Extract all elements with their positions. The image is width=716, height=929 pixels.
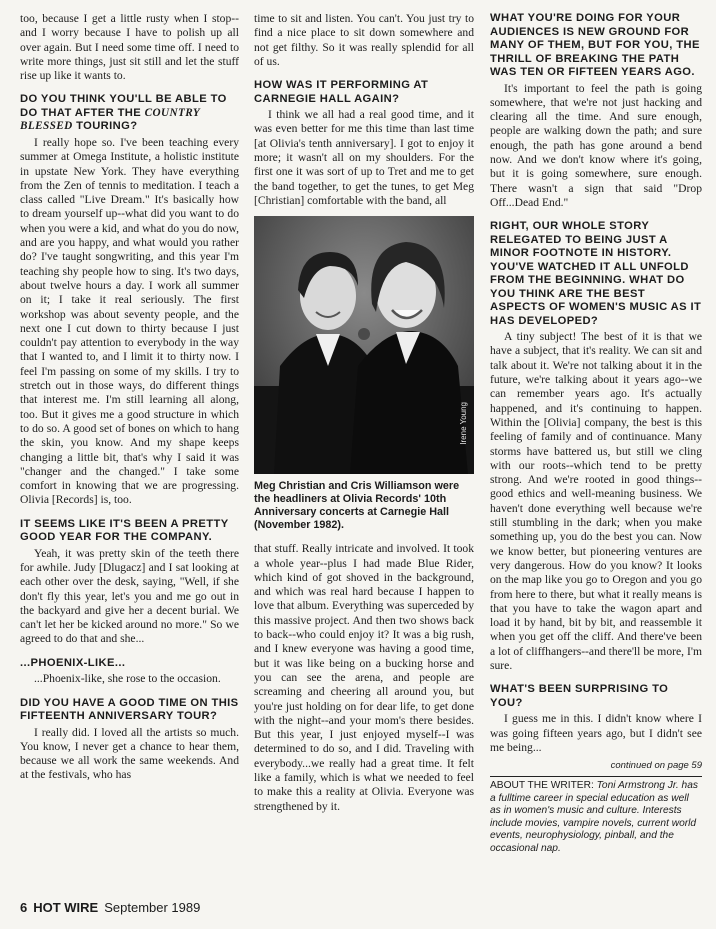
paragraph: I really did. I loved all the artists so much. You know, I never get a chance to hear them, because we all work the same weekends. And at the festivals, who has bbox=[20, 725, 239, 782]
paragraph: ...Phoenix-like, she rose to the occasion. bbox=[34, 672, 221, 686]
photo-illustration bbox=[254, 216, 474, 474]
interview-question: WHAT YOU'RE DOING FOR YOUR AUDIENCES IS NEW GROUND FOR MANY OF THEM, BUT FOR YOU, THE THRILL OF BREAKING THE PATH WAS TEN OR FIFTEEN YEARS AGO. bbox=[490, 12, 700, 78]
magazine-name: HOT WIRE bbox=[33, 900, 99, 915]
column-3 bbox=[490, 12, 702, 889]
page-footer bbox=[20, 900, 206, 915]
paragraph: It's important to feel the path is going somewhere, that we're not just hacking and clearing all the time. And sure enough, people are walking down the path; and sure enough, the path has gone around a bend now. And we don't know where it's going, but it is going somewhere, sure enough. There wasn't a sign that said "Drop Off...Dead End." bbox=[490, 81, 702, 209]
about-the-writer bbox=[490, 776, 702, 855]
interview-question: WHAT'S BEEN SURPRISING TO YOU? bbox=[490, 683, 669, 709]
photo-meg-christian-cris-williamson bbox=[254, 216, 474, 474]
continued-note: continued on page 59 bbox=[610, 760, 702, 772]
column-2 bbox=[254, 12, 474, 889]
paragraph: I think we all had a real good time, and it was even better for me this time than last time [at Olivia's tenth anniversary]. I got to enjoy it more; it wasn't all on my shoulders. For the first one it was sort of up to Tret and me to get the band together, to get the tunes, to get Meg [Christian] comfortable with the band, all bbox=[254, 108, 474, 207]
column-1 bbox=[20, 12, 239, 889]
page-number: 6 bbox=[20, 900, 28, 915]
about-text: Toni Armstrong Jr. has a fulltime career in special education as well as in women's music and culture. Interests include movies, vampire novels, current world events, neurophysiology, pinball, and the occasional nap. bbox=[490, 780, 698, 854]
paragraph: I guess me in this. I didn't know where I was going fifteen years ago, but I didn't see me being... bbox=[490, 712, 702, 754]
paragraph: that stuff. Really intricate and involved. It took a whole year--plus I had made Blue Rider, which kind of got shoved in the background, and which was real hard because I happen to love that album. Everything was superceded by this massive project. And then two shows back to back--who could enjoy it? It was a big rush, and I knew everyone was having a good time, but it was like being on a bucking horse and you can see the arena, and people are screaming and cheering all around you, but you're just holding on for dear life, to get done with the night--and your mom's there besides. But this year, I just enjoyed myself--I was determined to do so, and I did. Traveling with everybody...we really had a great time. It felt like a family, which is what we needed to feel to make this a reality at Olivia. Everyone was strengthened by it. bbox=[254, 542, 474, 813]
paragraph: A tiny subject! The best of it is that we have a subject, that it's reality. We can sit and talk about it. We're not talking about it in the future, we're talking about it years ago--we can remember years ago. It's actually happened, and it's continuing to happen. Within the [Olivia] company, the best is this feeling of family and of continuance. Many storms have battered us, but still we cling with our roots--which tend to be pretty strong. And we're rooted in good things--good ethics and well-meaning business. We haven't done everything well because we're still stumbling in the dark; when you make something up, you do the best you can. Now we know better, but pioneering ventures are very dangerous. How do you know? It looks on the map like you go to Oregon and you go from here to there, but what it really means is that you have to take the wagon apart and load it by hand, bit by bit, and reassemble it when you get off the cliff. And there've been a lot of cliffhangers--and there'll be more, I'm sure. bbox=[490, 330, 702, 672]
paragraph: I really hope so. I've been teaching every summer at Omega Institute, a holistic institute in upstate New York. They have everything from the Zen of tennis to meditation. I teach a class called "Live Dream." It's basically how to dream yourself up--what did you want to do when you were a kid, and what do you do now, and are you happy, and what would you rather do? I've taught songwriting, and this year I'm teaching shy people how to sing. It's two days, about twelve hours a day. I work all summer on it; I take it real seriously. The first workshop was about seventy people, and the next one I cut down to thirty because I just couldn't pay attention to everybody in the way that I wanted to, and I limit it to thirty now. I feel I'm passing on some of my skills. I try to stretch out in those ways, do different things that interest me. I'm still learning all along, too. But it gives me a good structure in which to do so. A good set of bones on which to hang the skin, you know. And my shape keeps changing a little bit, that's why I said it was "changer and the changed." I take some comfort in knowing that we are progressing. Olivia [Records] is, too. bbox=[20, 135, 239, 507]
interview-question: IT SEEMS LIKE IT'S BEEN A PRETTY GOOD YEAR FOR THE COMPANY. bbox=[20, 517, 229, 544]
interview-question: ...PHOENIX-LIKE... bbox=[20, 656, 126, 669]
interview-question: DID YOU HAVE A GOOD TIME ON THIS FIFTEENTH ANNIVERSARY TOUR? bbox=[20, 696, 239, 723]
interview-question: DO YOU THINK YOU'LL BE ABLE TO DO THAT AFTER THE COUNTRY BLESSED TOURING? bbox=[20, 93, 227, 133]
paragraph: time to sit and listen. You can't. You just try to find a nice place to sit down somewhere and not get filthy. So it was really splendid for all of us. bbox=[254, 12, 474, 68]
interview-question: RIGHT, OUR WHOLE STORY RELEGATED TO BEING JUST A MINOR FOOTNOTE IN HISTORY. YOU'VE WATCHED IT ALL UNFOLD FROM THE BEGINNING. WHAT DO YOU THINK ARE THE BEST ASPECTS OF WOMEN'S MUSIC AS IT HAS DEVELOPED? bbox=[490, 220, 702, 327]
photo-credit: Irene Young bbox=[458, 401, 468, 445]
interview-question: HOW WAS IT PERFORMING AT CARNEGIE HALL AGAIN? bbox=[254, 79, 429, 105]
photo-caption: Meg Christian and Cris Williamson were the headliners at Olivia Records' 10th Anniversary concerts at Carnegie Hall (November 1982). bbox=[254, 480, 460, 532]
about-label: ABOUT THE WRITER: bbox=[490, 780, 594, 792]
paragraph: too, because I get a little rusty when I stop--and I worry because I have to polish up all over again. But I need some time off. I need to write more things, just sit still and let the stuff rise up like it wants to. bbox=[20, 12, 239, 83]
issue-date: September 1989 bbox=[104, 900, 201, 915]
paragraph: Yeah, it was pretty skin of the teeth there for awhile. Judy [Dlugacz] and I sat looking at each other over the desk, saying, "Well, if she don't fly this year, let's you and me go out in the backyard and give her a decent burial. We can't let her be kicked around no more." So we agreed to do that and she... bbox=[20, 546, 239, 646]
